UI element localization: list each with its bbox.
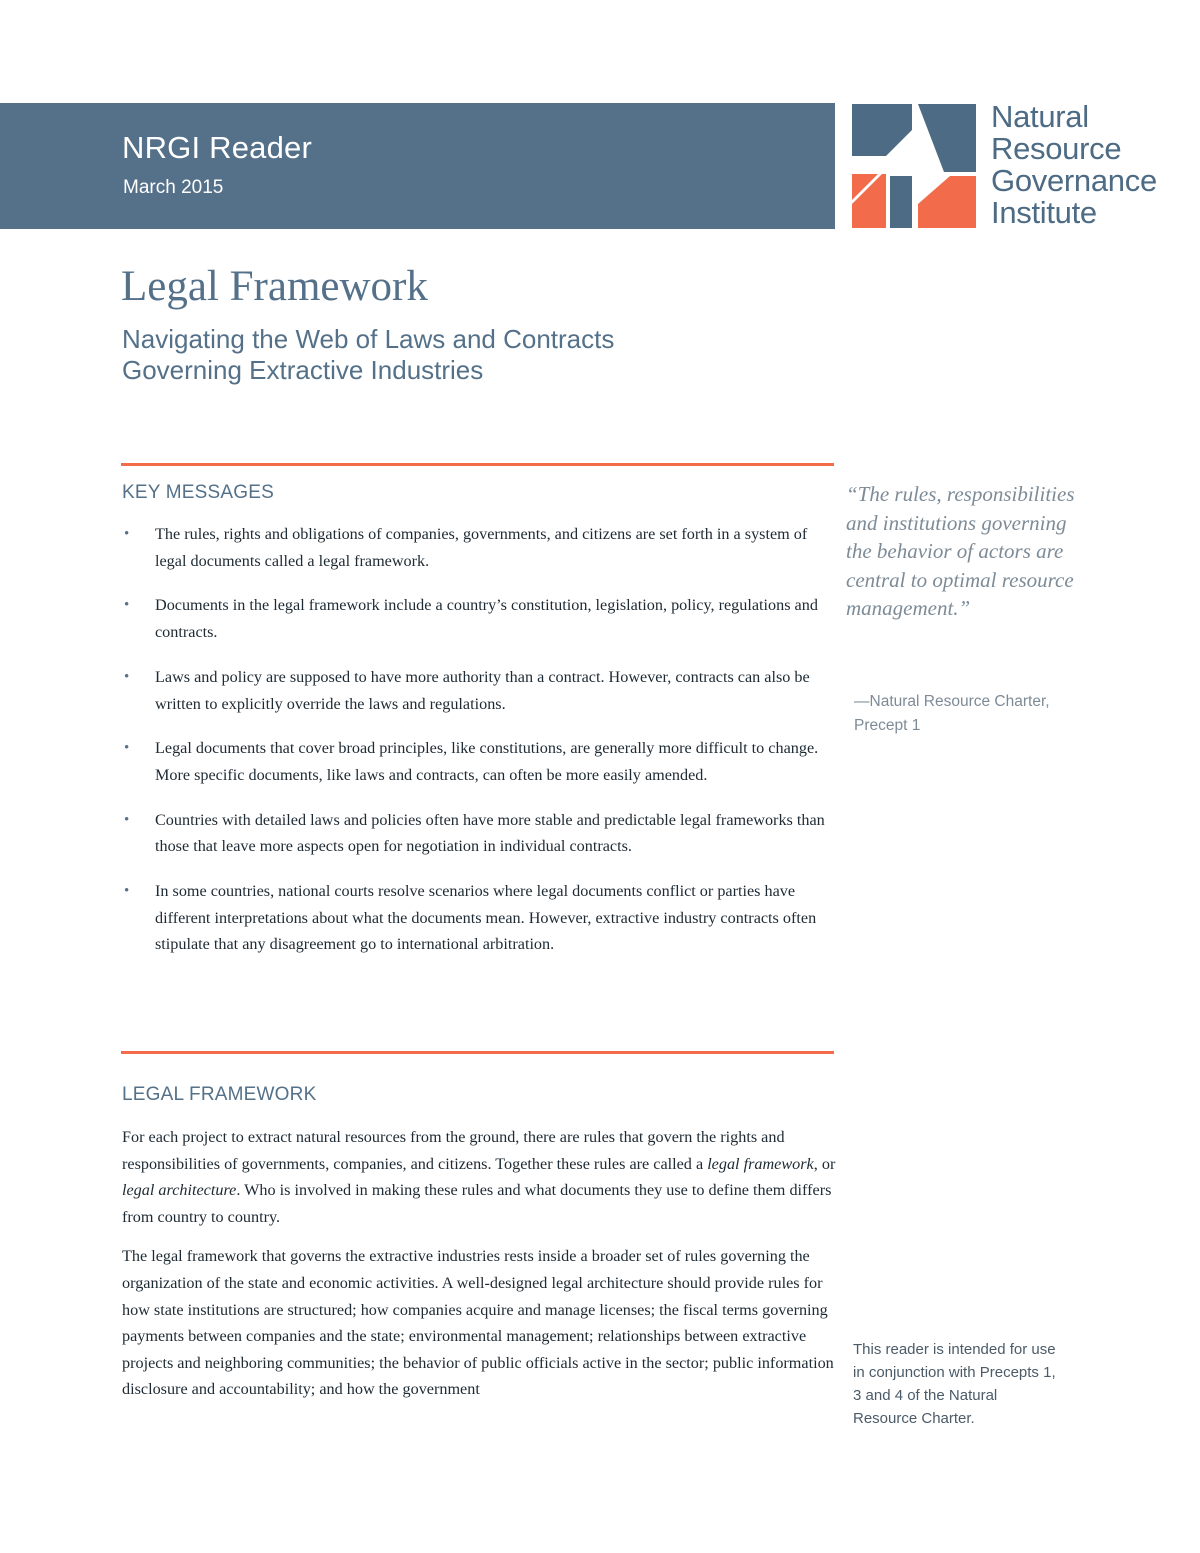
key-message-item (122, 735, 826, 788)
para1-text-a: For each project to extract natural resources from the ground, there are rules that govern the rights and responsibilities of governments, companies, and citizens. Together these rules are called a (122, 1128, 785, 1173)
attribution-line-1: —Natural Resource Charter, (854, 693, 1050, 710)
legal-framework-body (122, 1124, 836, 1416)
key-message-item (122, 878, 826, 958)
reader-usage-note: This reader is intended for use in conjunction with Precepts 1, 3 and 4 of the Natural Resource Charter. (853, 1341, 1056, 1427)
wordmark-line-1: Natural (991, 99, 1089, 134)
key-message-text: Countries with detailed laws and policies often have more stable and predictable legal frameworks than those that leave more aspects open for negotiation in individual contracts. (155, 810, 825, 856)
wordmark-line-3: Governance (991, 163, 1157, 198)
subtitle-line-2: Governing Extractive Industries (122, 355, 484, 385)
key-message-text: In some countries, national courts resolve scenarios where legal documents conflict or parties have different interpretations about what the documents mean. However, extractive industry contracts often stipulate that any disagreement go to international arbitration. (155, 882, 817, 954)
section-divider-bottom (121, 1051, 834, 1054)
wordmark-line-2: Resource (991, 131, 1122, 166)
key-message-text: Documents in the legal framework include a country’s constitution, legislation, policy, regulations and contracts. (155, 596, 818, 642)
body-paragraph-1 (122, 1124, 836, 1230)
document-title: Legal Framework (121, 263, 428, 310)
bullet-icon: • (124, 526, 130, 542)
para1-term-legal-architecture: legal architecture (122, 1181, 237, 1200)
bullet-icon: • (124, 597, 130, 614)
document-subtitle (122, 324, 614, 386)
attribution-line-2: Precept 1 (854, 717, 921, 734)
para1-text-c: . Who is involved in making these rules and what documents they use to define them differs from country to country. (122, 1181, 832, 1226)
nrgi-logo-icon (852, 104, 976, 228)
subtitle-line-1: Navigating the Web of Laws and Contracts (122, 324, 615, 354)
quote-attribution (854, 690, 1094, 738)
bullet-icon: • (124, 811, 130, 828)
key-message-item (122, 592, 826, 645)
bullet-icon: • (124, 668, 130, 685)
key-message-text: Laws and policy are supposed to have more authority than a contract. However, contracts can also be written to explicitly override the laws and regulations. (155, 667, 810, 713)
bullet-icon: • (124, 740, 130, 757)
section-divider-top (121, 463, 834, 466)
key-message-text: The rules, rights and obligations of companies, governments, and citizens are set forth in a system of legal documents called a legal framework. (155, 525, 808, 570)
para1-text-b: , or (813, 1154, 836, 1173)
key-messages-heading: KEY MESSAGES (122, 482, 274, 503)
organization-wordmark (991, 101, 1157, 229)
key-message-item (122, 807, 826, 860)
body-paragraph-2: The legal framework that governs the extractive industries rests inside a broader set of rules governing the organization of the state and economic activities. A well-designed legal architecture should provide rules for how state institutions are structured; how companies acquire and manage licenses; the fiscal terms governing payments between companies and the state; environmental management; relationships between extractive projects and neighboring communities; the behavior of public officials active in the sector; public information disclosure and accountability; and how the government (122, 1247, 834, 1399)
series-title: NRGI Reader (122, 130, 312, 165)
publication-date: March 2015 (123, 177, 224, 198)
key-messages-list (122, 521, 826, 976)
para1-term-legal-framework: legal framework (707, 1154, 814, 1173)
wordmark-line-4: Institute (991, 195, 1097, 230)
header-band (0, 103, 835, 229)
key-message-text: Legal documents that cover broad principles, like constitutions, are generally more difficult to change. More specific documents, like laws and contracts, can often be more easily amended. (155, 739, 819, 784)
bullet-icon: • (124, 883, 130, 900)
key-message-item (122, 664, 826, 717)
pull-quote: “The rules, responsibilities and institutions governing the behavior of actors are central to optimal resource management.” (846, 482, 1075, 621)
key-message-item (122, 521, 826, 574)
legal-framework-heading: LEGAL FRAMEWORK (122, 1084, 317, 1105)
